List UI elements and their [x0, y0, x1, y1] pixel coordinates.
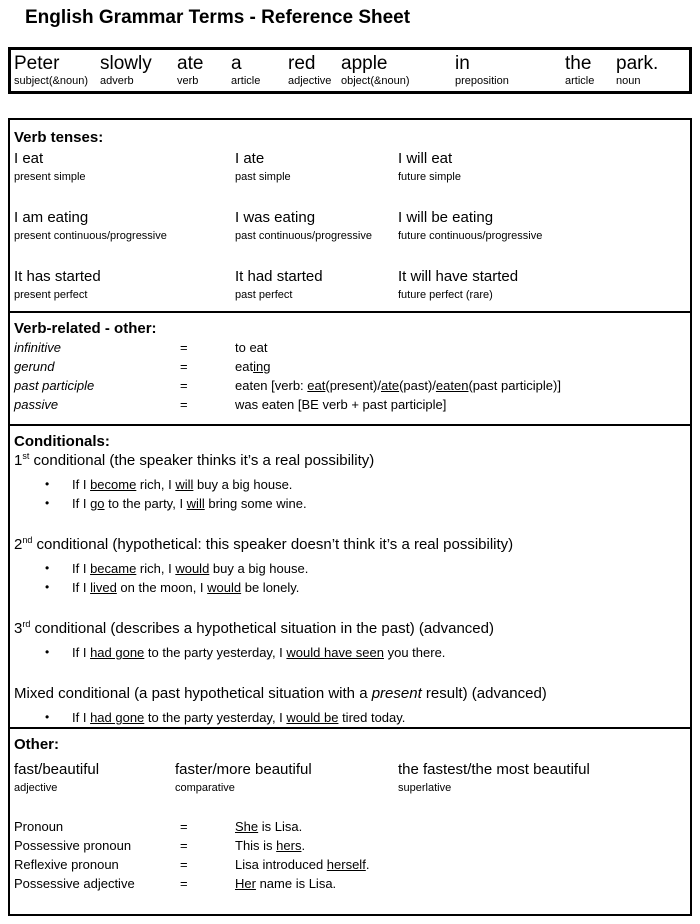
comparative-cell	[175, 760, 398, 795]
sentence-word: ate	[177, 53, 204, 74]
tense-phrase: I was eating	[235, 209, 316, 226]
sentence-word: slowly	[100, 53, 152, 74]
definition: eating	[235, 359, 271, 374]
verb-tenses-heading: Verb tenses:	[14, 129, 104, 146]
comparative-cell	[14, 760, 175, 795]
example-sentence: If I become rich, I will buy a big house.	[72, 477, 293, 492]
tense-label: future perfect (rare)	[398, 289, 493, 301]
equals-sign: =	[180, 819, 188, 834]
tense-phrase: I will eat	[398, 150, 453, 167]
sentence-word-group	[565, 52, 594, 88]
comparative-label: adjective	[14, 782, 58, 794]
other-heading: Other:	[14, 736, 59, 753]
tense-label: past continuous/progressive	[235, 230, 372, 242]
bullet-icon: •	[45, 645, 50, 659]
tense-phrase: It will have started	[398, 268, 519, 285]
bullet-icon: •	[45, 710, 50, 724]
example-sentence: If I go to the party, I will bring some wine.	[72, 496, 307, 511]
equals-sign: =	[180, 397, 188, 412]
word-pos-label: preposition	[455, 75, 509, 87]
equals-sign: =	[180, 857, 188, 872]
tense-cell	[14, 267, 235, 302]
bullet-icon: •	[45, 496, 50, 510]
equals-sign: =	[180, 838, 188, 853]
example-bullet	[45, 494, 684, 513]
verb-related-rows	[14, 338, 684, 414]
tense-label: future continuous/progressive	[398, 230, 543, 242]
definition: Lisa introduced herself.	[235, 857, 370, 872]
definition: This is hers.	[235, 838, 306, 853]
tense-label: present continuous/progressive	[14, 230, 167, 242]
sentence-word-group	[288, 52, 331, 88]
definition: eaten [verb: eat(present)/ate(past)/eaten(past participle)]	[235, 378, 561, 393]
sentence-word: Peter	[14, 53, 60, 74]
main-content-box	[8, 118, 692, 916]
tense-cell	[398, 267, 684, 302]
verb-related-heading: Verb-related - other:	[14, 320, 157, 337]
conditionals-heading: Conditionals:	[14, 433, 110, 450]
equals-sign: =	[180, 340, 188, 355]
comparative-cell	[398, 760, 684, 795]
tense-label: present simple	[14, 171, 86, 183]
definition-row	[14, 855, 684, 874]
comparative-phrase: faster/more beautiful	[175, 761, 312, 778]
example-bullet	[45, 643, 684, 662]
definition-row	[14, 874, 684, 893]
conditional-title: Mixed conditional (a past hypothetical situation with a present result) (advanced)	[14, 685, 547, 702]
bullet-icon: •	[45, 561, 50, 575]
other-rows	[14, 817, 684, 893]
definition-row	[14, 836, 684, 855]
tense-cell	[14, 208, 235, 243]
tense-phrase: I am eating	[14, 209, 89, 226]
term: Reflexive pronoun	[14, 857, 119, 872]
example-sentence-box	[8, 47, 692, 94]
term: gerund	[14, 359, 55, 374]
example-sentence: If I had gone to the party yesterday, I would have seen you there.	[72, 645, 446, 660]
definition: was eaten [BE verb + past participle]	[235, 397, 447, 412]
definition-row	[14, 357, 684, 376]
tense-phrase: I will be eating	[398, 209, 494, 226]
conditional-group-1	[14, 451, 684, 513]
bullet-list	[14, 643, 684, 662]
word-pos-label: object(&noun)	[341, 75, 410, 87]
conditional-title: 2nd conditional (hypothetical: this speaker doesn’t think it’s a real possibility)	[14, 535, 514, 553]
word-pos-label: noun	[616, 75, 641, 87]
tense-phrase: I ate	[235, 150, 265, 167]
tense-phrase: It has started	[14, 268, 101, 285]
example-sentence: If I became rich, I would buy a big house.	[72, 561, 309, 576]
conditional-group-2	[14, 535, 684, 597]
sentence-word-group	[231, 52, 260, 88]
sentence-word: the	[565, 53, 592, 74]
comparative-phrase: the fastest/the most beautiful	[398, 761, 590, 778]
tense-cell	[235, 267, 398, 302]
term: infinitive	[14, 340, 61, 355]
term: Pronoun	[14, 819, 64, 834]
sentence-word: park.	[616, 53, 659, 74]
example-sentence: If I lived on the moon, I would be lonely.	[72, 580, 300, 595]
example-sentence: If I had gone to the party yesterday, I would be tired today.	[72, 710, 406, 725]
tense-label: future simple	[398, 171, 461, 183]
tense-label: past perfect	[235, 289, 293, 301]
bullet-icon: •	[45, 477, 50, 491]
conditional-title: 1st conditional (the speaker thinks it’s a real possibility)	[14, 451, 375, 469]
term: passive	[14, 397, 59, 412]
tense-cell	[235, 208, 398, 243]
definition-row	[14, 817, 684, 836]
tense-cell	[14, 149, 235, 184]
comparative-phrase: fast/beautiful	[14, 761, 100, 778]
bullet-list	[14, 559, 684, 597]
section-other	[10, 727, 690, 914]
sentence-word-group	[14, 52, 88, 88]
section-conditionals	[10, 424, 690, 727]
sentence-word-group	[616, 52, 658, 88]
example-bullet	[45, 708, 684, 727]
equals-sign: =	[180, 378, 188, 393]
equals-sign: =	[180, 359, 188, 374]
term: Possessive adjective	[14, 876, 135, 891]
example-bullet	[45, 475, 684, 494]
definition: to eat	[235, 340, 268, 355]
sentence-word: in	[455, 53, 470, 74]
word-pos-label: verb	[177, 75, 199, 87]
sentence-word-group	[100, 52, 152, 88]
sentence-word: red	[288, 53, 316, 74]
bullet-list	[14, 475, 684, 513]
page-title: English Grammar Terms - Reference Sheet	[25, 7, 411, 28]
word-pos-label: adverb	[100, 75, 134, 87]
comparative-grid	[14, 760, 684, 795]
comparative-label: comparative	[175, 782, 235, 794]
definition-row	[14, 376, 684, 395]
word-pos-label: article	[231, 75, 261, 87]
bullet-list	[14, 708, 684, 727]
tense-cell	[398, 208, 684, 243]
example-bullet	[45, 559, 684, 578]
tense-grid	[14, 149, 684, 302]
equals-sign: =	[180, 876, 188, 891]
definition-row	[14, 395, 684, 414]
sentence-word: apple	[341, 53, 388, 74]
section-verb-related	[10, 311, 690, 424]
sentence-word-group	[177, 52, 203, 88]
section-verb-tenses	[10, 120, 690, 311]
comparative-label: superlative	[398, 782, 452, 794]
tense-label: present perfect	[14, 289, 88, 301]
bullet-icon: •	[45, 580, 50, 594]
word-pos-label: subject(&noun)	[14, 75, 88, 87]
conditional-group-3	[14, 619, 684, 662]
definition: She is Lisa.	[235, 819, 303, 834]
tense-cell	[398, 149, 684, 184]
conditional-title: 3rd conditional (describes a hypothetical situation in the past) (advanced)	[14, 619, 494, 637]
sentence-word-group	[341, 52, 410, 88]
sentence-word: a	[231, 53, 242, 74]
tense-phrase: It had started	[235, 268, 323, 285]
definition-row	[14, 338, 684, 357]
sentence-word-group	[455, 52, 509, 88]
definition: Her name is Lisa.	[235, 876, 337, 891]
term: Possessive pronoun	[14, 838, 132, 853]
tense-cell	[235, 149, 398, 184]
word-pos-label: adjective	[288, 75, 332, 87]
example-bullet	[45, 578, 684, 597]
tense-phrase: I eat	[14, 150, 44, 167]
word-pos-label: article	[565, 75, 595, 87]
conditional-group-mixed	[14, 684, 684, 727]
tense-label: past simple	[235, 171, 291, 183]
term: past participle	[14, 378, 95, 393]
